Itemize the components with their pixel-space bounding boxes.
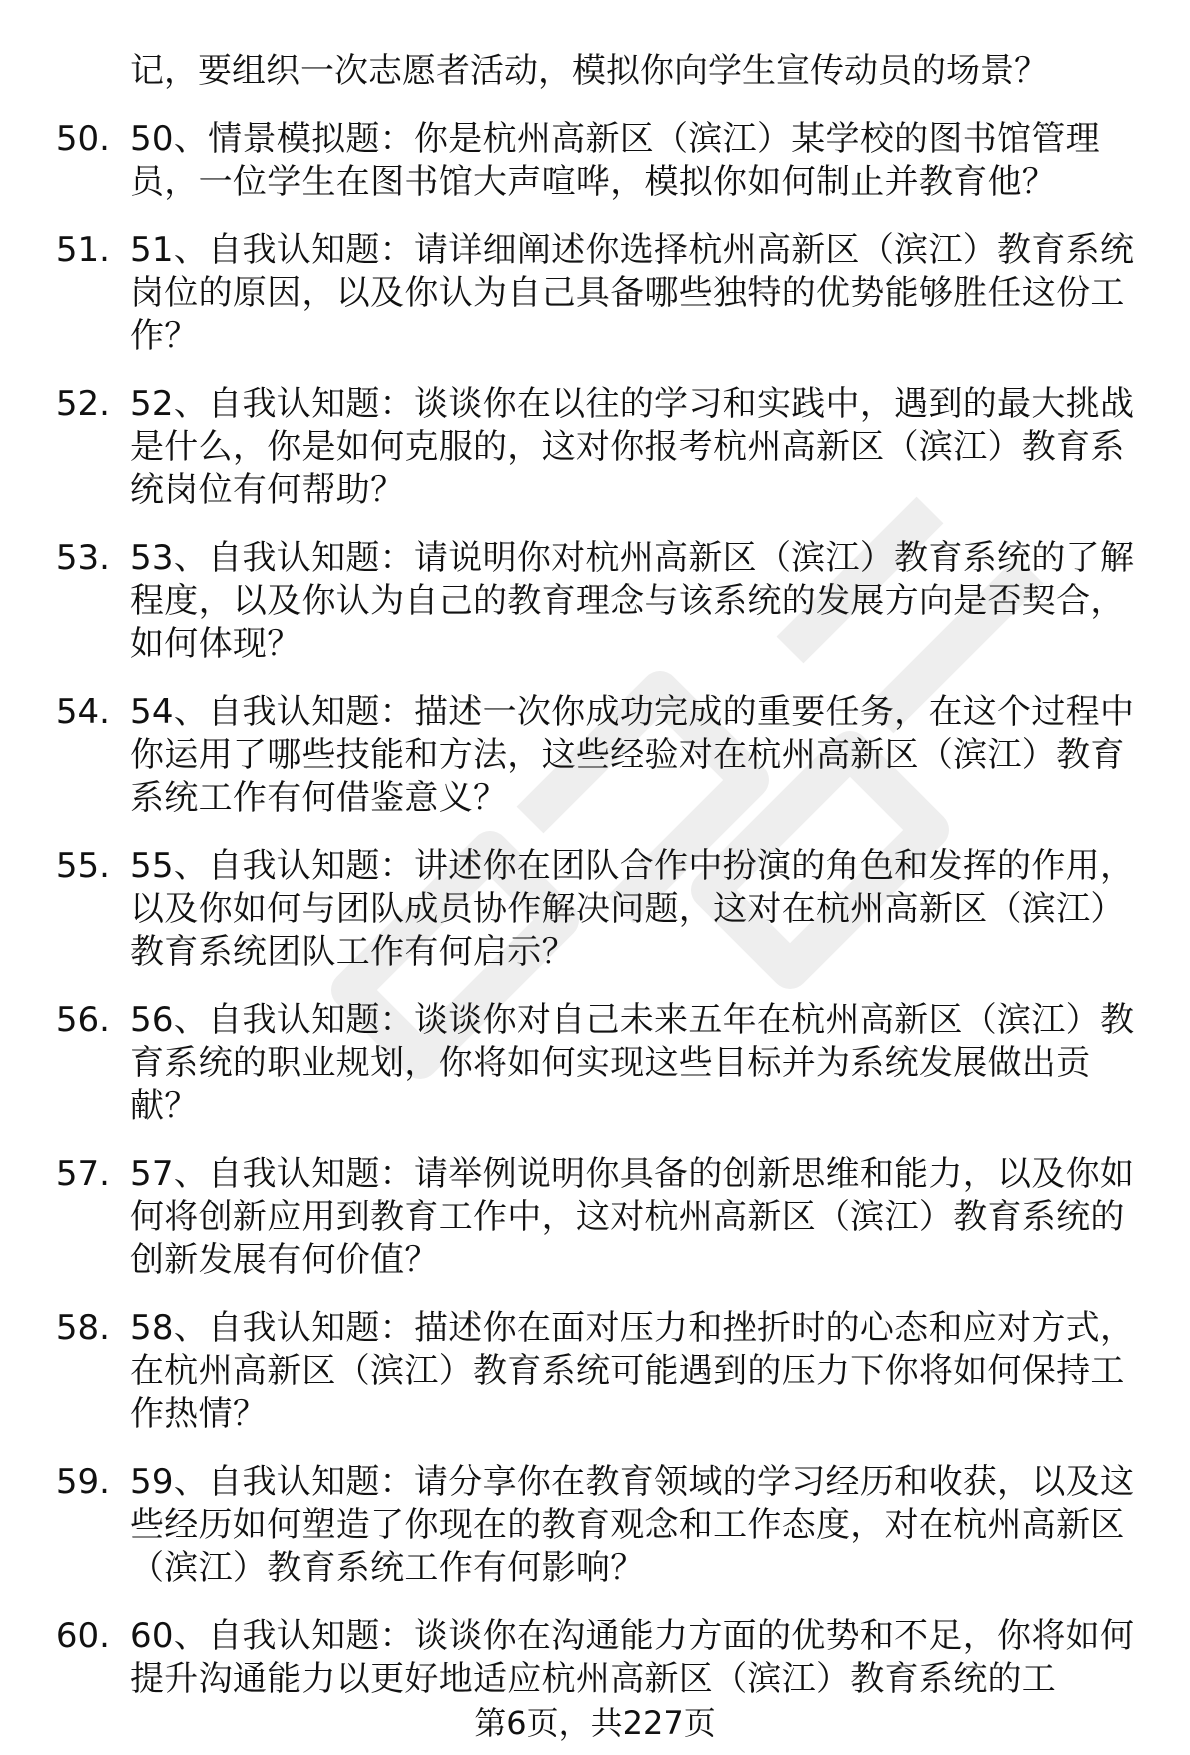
list-item: [0, 118, 1190, 204]
question-number: 58.: [55, 1308, 110, 1348]
list-item: [0, 999, 1190, 1128]
list-item: [0, 691, 1190, 820]
list-item: [0, 1615, 1190, 1701]
question-text: 57、自我认知题：请举例说明你具备的创新思维和能力，以及你如何将创新应用到教育工作中，这对杭州高新区（滨江）教育系统的创新发展有何价值？: [130, 1154, 1135, 1280]
question-text: 50、情景模拟题：你是杭州高新区（滨江）某学校的图书馆管理员，一位学生在图书馆大声喧哗，模拟你如何制止并教育他？: [130, 119, 1100, 202]
list-item: [0, 537, 1190, 666]
question-text: 52、自我认知题：谈谈你在以往的学习和实践中，遇到的最大挑战是什么，你是如何克服的，这对你报考杭州高新区（滨江）教育系统岗位有何帮助？: [130, 384, 1135, 510]
list-item: [0, 229, 1190, 358]
list-item: [0, 1307, 1190, 1436]
question-number: 51.: [55, 230, 110, 270]
question-number: 53.: [55, 538, 110, 578]
question-number: 56.: [55, 1000, 110, 1040]
question-number: 52.: [55, 384, 110, 424]
question-number: 57.: [55, 1154, 110, 1194]
question-text: 55、自我认知题：讲述你在团队合作中扮演的角色和发挥的作用，以及你如何与团队成员协作解决问题，这对在杭州高新区（滨江）教育系统团队工作有何启示？: [130, 846, 1135, 972]
question-text: 60、自我认知题：谈谈你在沟通能力方面的优势和不足，你将如何提升沟通能力以更好地适应杭州高新区（滨江）教育系统的工: [130, 1616, 1135, 1699]
question-number: 50.: [55, 119, 110, 159]
question-number: 59.: [55, 1462, 110, 1502]
list-item: [0, 1153, 1190, 1282]
question-text: 53、自我认知题：请说明你对杭州高新区（滨江）教育系统的了解程度，以及你认为自己的教育理念与该系统的发展方向是否契合，如何体现？: [130, 538, 1135, 664]
list-item: [0, 845, 1190, 974]
question-list: [0, 118, 1190, 1726]
question-number: 60.: [55, 1616, 110, 1656]
question-text: 51、自我认知题：请详细阐述你选择杭州高新区（滨江）教育系统岗位的原因，以及你认为自己具备哪些独特的优势能够胜任这份工作？: [130, 230, 1135, 356]
question-text: 54、自我认知题：描述一次你成功完成的重要任务，在这个过程中你运用了哪些技能和方法，这些经验对在杭州高新区（滨江）教育系统工作有何借鉴意义？: [130, 692, 1135, 818]
question-text: 56、自我认知题：谈谈你对自己未来五年在杭州高新区（滨江）教育系统的职业规划，你将如何实现这些目标并为系统发展做出贡献？: [130, 1000, 1135, 1126]
question-text: 59、自我认知题：请分享你在教育领域的学习经历和收获，以及这些经历如何塑造了你现在的教育观念和工作态度，对在杭州高新区（滨江）教育系统工作有何影响？: [130, 1462, 1135, 1588]
question-text: 58、自我认知题：描述你在面对压力和挫折时的心态和应对方式，在杭州高新区（滨江）教育系统可能遇到的压力下你将如何保持工作热情？: [130, 1308, 1135, 1434]
question-number: 54.: [55, 692, 110, 732]
list-item: [0, 383, 1190, 512]
question-number: 55.: [55, 846, 110, 886]
list-item: [0, 1461, 1190, 1590]
continued-question-text: 记，要组织一次志愿者活动，模拟你向学生宣传动员的场景？: [130, 51, 1048, 91]
page-footer: 第6页，共227页: [474, 1704, 716, 1742]
